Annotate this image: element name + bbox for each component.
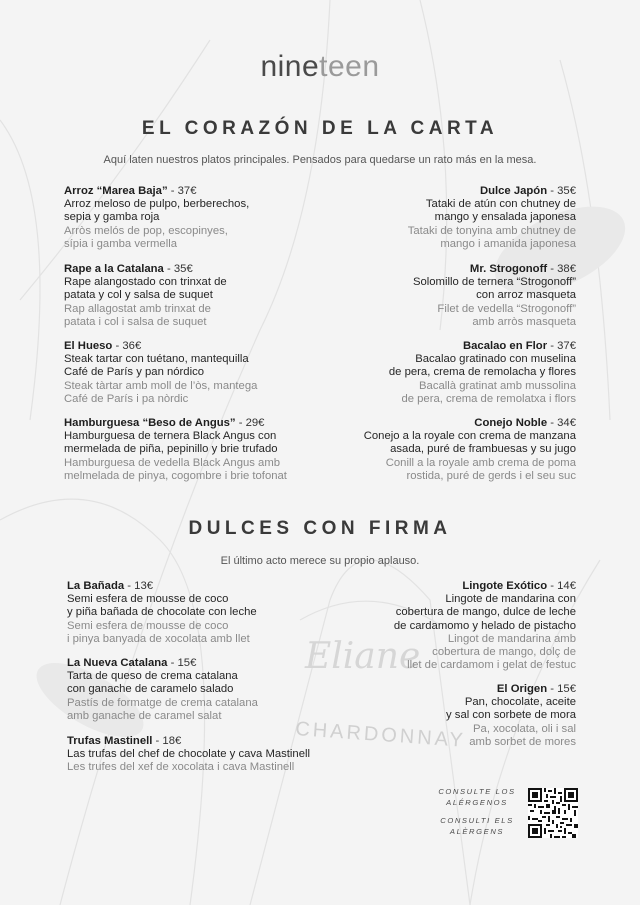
menu-item: [64, 185, 249, 251]
menu-item: [64, 417, 287, 483]
mains-title: EL CORAZÓN DE LA CARTA: [141, 118, 499, 139]
brand-logo-part1: nine: [260, 50, 320, 83]
item-desc-es: Pan, chocolate, aceite: [464, 696, 576, 709]
item-price: - 13€: [124, 580, 154, 592]
item-desc-ca: cobertura de mango, dolç de: [432, 646, 576, 659]
item-name: Lingote Exótico: [462, 580, 548, 592]
item-desc-ca: melmelada de pinya, cogombre i brie tofonat: [64, 469, 287, 482]
desserts-intro: El último acto merece su propio aplauso.: [220, 555, 420, 567]
item-desc-es: Las trufas del chef de chocolate y cava Mastinell: [67, 748, 311, 761]
item-desc-ca: de pera, crema de remolatxa i flors: [401, 392, 576, 405]
menu-item: [67, 735, 310, 775]
item-desc-ca: Arròs melós de pop, escopinyes,: [64, 224, 228, 237]
menu-item: [408, 185, 576, 251]
item-desc-es: con arroz masqueta: [476, 289, 576, 302]
item-desc-ca: patata i col i salsa de suquet: [64, 315, 207, 328]
item-desc-ca: Bacallà gratinat amb mussolina: [419, 379, 576, 392]
menu-item: [364, 417, 576, 483]
item-desc-es: Hamburguesa de ternera Black Angus con: [64, 430, 277, 443]
item-desc-es: patata y col y salsa de suquet: [64, 289, 213, 302]
item-desc-es: con ganache de caramelo salado: [67, 683, 234, 696]
item-desc-es: y piña bañada de chocolate con leche: [67, 606, 257, 619]
item-desc-es: Solomillo de ternera “Strogonoff”: [412, 276, 576, 289]
item-name: Arroz “Marea Baja”: [64, 185, 168, 197]
item-desc-ca: amb sorbet de mores: [469, 735, 576, 748]
item-desc-ca: Tataki de tonyina amb chutney de: [407, 224, 576, 237]
item-desc-es: Tataki de atún con chutney de: [425, 198, 576, 211]
item-desc-ca: Rap allagostat amb trinxat de: [64, 302, 211, 315]
item-desc-es: Arroz meloso de pulpo, berberechos,: [64, 198, 250, 211]
svg-text:CHARDONNAY: CHARDONNAY: [294, 718, 467, 752]
item-price: - 29€: [235, 417, 265, 429]
item-desc-ca: i pinya banyada de xocolata amb llet: [67, 632, 250, 645]
item-name: Mr. Strogonoff: [469, 263, 548, 275]
item-desc-es: Café de París y pan nórdico: [64, 366, 205, 379]
item-desc-ca: Pastís de formatge de crema catalana: [67, 696, 258, 709]
item-desc-es: Steak tartar con tuétano, mantequilla: [64, 353, 249, 366]
item-price: - 37€: [547, 340, 576, 352]
item-desc-ca: Steak tàrtar amb moll de l’òs, mantega: [64, 379, 258, 392]
item-price: - 37€: [167, 185, 197, 197]
item-desc-ca: rostida, puré de gerds i el seu suc: [406, 469, 576, 482]
item-name: El Origen: [496, 683, 548, 695]
item-name: Trufas Mastinell: [67, 735, 153, 747]
item-desc-es: Tarta de queso de crema catalana: [67, 670, 238, 683]
item-price: - 15€: [547, 683, 576, 695]
desserts-title: DULCES CON FIRMA: [188, 518, 452, 539]
item-name: Conejo Noble: [474, 417, 548, 429]
item-desc-es: Bacalao gratinado con muselina: [415, 353, 576, 366]
allergens-label-line: CONSULTI ELS: [440, 816, 514, 825]
item-price: - 35€: [163, 263, 193, 275]
item-desc-ca: Hamburguesa de vedella Black Angus amb: [64, 456, 281, 469]
item-desc-ca: Les trufes del xef de xocolata i cava Mastinell: [67, 761, 295, 774]
item-desc-ca: Café de París i pa nòrdic: [64, 392, 189, 405]
allergens-label-es: [432, 787, 522, 808]
item-desc-es: de cardamomo y helado de pistacho: [393, 619, 576, 632]
mains-intro: Aquí laten nuestros platos principales. Pensados para quedarse un rato más en la mesa.: [103, 154, 537, 166]
item-desc-es: Conejo a la royale con crema de manzana: [363, 430, 576, 443]
item-desc-es: de pera, crema de remolacha y flores: [388, 366, 576, 379]
item-desc-ca: amb ganache de caramel salat: [67, 709, 222, 722]
item-price: - 34€: [547, 417, 576, 429]
item-price: - 14€: [547, 580, 576, 592]
item-desc-ca: Filet de vedella “Strogonoff”: [437, 302, 576, 315]
item-desc-ca: Semi esfera de mousse de coco: [67, 619, 229, 632]
item-price: - 15€: [167, 657, 197, 669]
allergens-label-line: ALÉRGENOS: [446, 797, 508, 807]
allergens-label-ca: [432, 816, 522, 837]
item-desc-es: cobertura de mango, dulce de leche: [395, 606, 576, 619]
menu-item: [64, 263, 227, 329]
menu-item: [64, 340, 257, 406]
menu-item: [67, 580, 257, 646]
item-name: La Bañada: [67, 580, 125, 592]
item-desc-ca: mango i amanida japonesa: [440, 237, 576, 250]
brand-logo: [0, 50, 640, 84]
item-desc-ca: Conill a la royale amb crema de poma: [385, 456, 576, 469]
item-price: - 35€: [547, 185, 576, 197]
item-name: El Hueso: [64, 340, 113, 352]
item-desc-es: asada, puré de frambuesas y su jugo: [390, 443, 576, 456]
item-price: - 36€: [112, 340, 142, 352]
item-desc-ca: sípia i gamba vermella: [64, 237, 178, 250]
item-name: Bacalao en Flor: [462, 340, 548, 352]
svg-text:Eliane: Eliane: [305, 636, 421, 677]
item-desc-es: sepia y gamba roja: [64, 211, 160, 224]
item-desc-es: Rape alangostado con trinxat de: [64, 276, 227, 289]
menu-item: [413, 263, 576, 329]
menu-item: [67, 657, 258, 723]
item-desc-ca: Pa, xocolata, oli i sal: [473, 722, 576, 735]
item-desc-es: mango y ensalada japonesa: [434, 211, 576, 224]
allergens-qr-code[interactable]: [528, 788, 578, 838]
item-name: La Nueva Catalana: [67, 657, 168, 669]
allergens-label-line: ALÈRGENS: [449, 826, 505, 836]
menu-item: [394, 580, 576, 672]
item-price: - 18€: [152, 735, 182, 747]
brand-logo-part2: teen: [319, 50, 380, 83]
item-desc-es: y sal con sorbete de mora: [446, 709, 576, 722]
item-name: Rape a la Catalana: [64, 263, 164, 275]
menu-item: [446, 683, 576, 749]
item-desc-es: mermelada de piña, pepinillo y brie trufado: [64, 443, 278, 456]
item-desc-ca: amb arròs masqueta: [472, 315, 576, 328]
item-desc-ca: Lingot de mandarina amb: [447, 632, 576, 645]
item-desc-es: Lingote de mandarina con: [445, 593, 576, 606]
item-desc-es: Semi esfera de mousse de coco: [67, 593, 229, 606]
menu-item: [389, 340, 576, 406]
item-name: Hamburguesa “Beso de Angus”: [64, 417, 236, 429]
item-desc-ca: llet de cardamom i gelat de festuc: [407, 659, 576, 672]
item-name: Dulce Japón: [479, 185, 548, 197]
allergens-label-line: CONSULTE LOS: [438, 787, 516, 796]
item-price: - 38€: [547, 263, 576, 275]
